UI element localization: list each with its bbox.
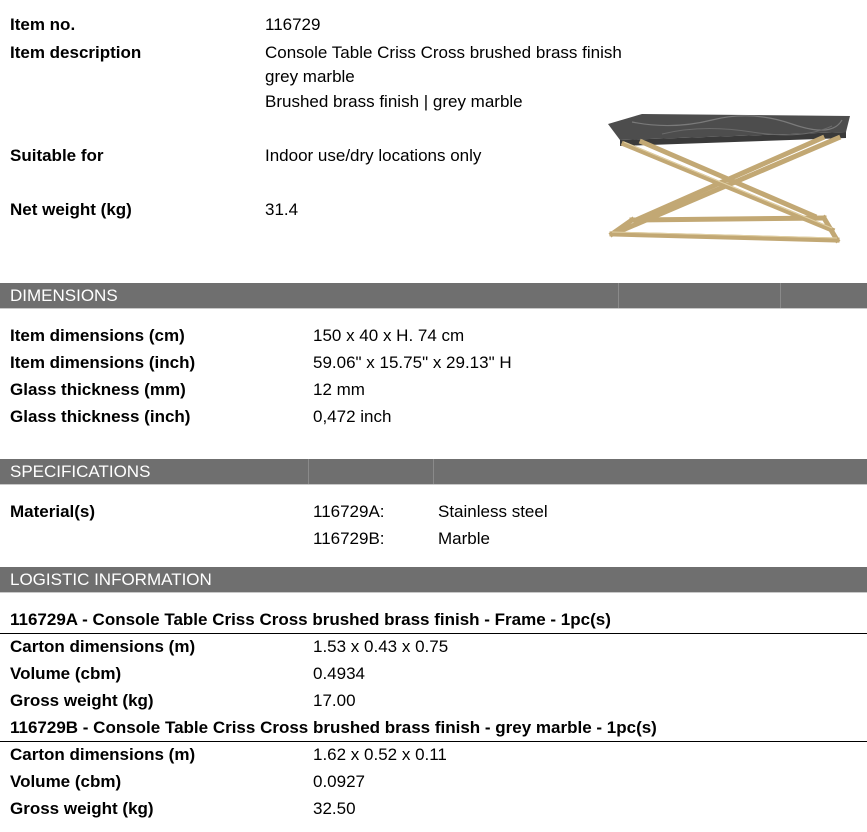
glass-thickness-inch-label: Glass thickness (inch) (10, 407, 191, 426)
item-description-line-1: Console Table Criss Cross brushed brass finish (265, 43, 622, 62)
item-dimensions-inch-value: 59.06" x 15.75" x 29.13" H (313, 353, 512, 372)
item-dimensions-inch-label: Item dimensions (inch) (10, 353, 196, 372)
brass-frame (612, 138, 838, 240)
item-no-label: Item no. (10, 15, 76, 34)
console-table-image (602, 112, 852, 257)
suitable-for-value: Indoor use/dry locations only (265, 146, 482, 165)
glass-thickness-mm-value: 12 mm (313, 380, 365, 399)
package-a-volume-label: Volume (cbm) (10, 664, 122, 683)
header-divider (780, 283, 781, 308)
item-description-line-2: grey marble (265, 67, 355, 86)
divider (0, 484, 867, 485)
material-a: Stainless steel (438, 502, 548, 521)
package-a-heading: 116729A - Console Table Criss Cross brushed brass finish - Frame - 1pc(s) (10, 610, 611, 629)
package-b-volume-label: Volume (cbm) (10, 772, 122, 791)
item-dimensions-cm-label: Item dimensions (cm) (10, 326, 185, 345)
package-a-carton-label: Carton dimensions (m) (10, 637, 196, 656)
package-a-gross-weight-value: 17.00 (313, 691, 356, 710)
specifications-title: SPECIFICATIONS (10, 462, 151, 481)
header-divider (308, 459, 309, 484)
package-b-volume-value: 0.0927 (313, 772, 365, 791)
header-divider (433, 459, 434, 484)
package-a-gross-weight-label: Gross weight (kg) (10, 691, 154, 710)
divider (0, 308, 867, 309)
material-b: Marble (438, 529, 490, 548)
material-code-b: 116729B: (313, 529, 385, 548)
net-weight-label: Net weight (kg) (10, 200, 132, 219)
glass-thickness-inch-value: 0,472 inch (313, 407, 392, 426)
dimensions-title: DIMENSIONS (10, 286, 118, 305)
brass-highlight (612, 142, 837, 238)
net-weight-value: 31.4 (265, 200, 299, 219)
package-a-carton-value: 1.53 x 0.43 x 0.75 (313, 637, 449, 656)
glass-thickness-mm-label: Glass thickness (mm) (10, 380, 186, 399)
material-code-a: 116729A: (313, 502, 385, 521)
package-a-volume-value: 0.4934 (313, 664, 365, 683)
item-no-value: 116729 (265, 15, 321, 34)
specifications-header (0, 459, 867, 484)
package-b-carton-value: 1.62 x 0.52 x 0.11 (313, 745, 447, 764)
package-b-heading: 116729B - Console Table Criss Cross brushed brass finish - grey marble - 1pc(s) (10, 718, 657, 737)
package-b-rule (0, 741, 867, 742)
item-description-label: Item description (10, 43, 142, 62)
item-description-line-3: Brushed brass finish | grey marble (265, 92, 523, 111)
materials-label: Material(s) (10, 502, 96, 521)
package-a-rule (0, 633, 867, 634)
header-divider (618, 283, 619, 308)
package-b-carton-label: Carton dimensions (m) (10, 745, 196, 764)
logistic-information-title: LOGISTIC INFORMATION (10, 570, 212, 589)
divider (0, 592, 867, 593)
logistic-information-header (0, 567, 867, 592)
package-b-gross-weight-value: 32.50 (313, 799, 356, 818)
item-dimensions-cm-value: 150 x 40 x H. 74 cm (313, 326, 465, 345)
dimensions-header (0, 283, 867, 308)
package-b-gross-weight-label: Gross weight (kg) (10, 799, 154, 818)
suitable-for-label: Suitable for (10, 146, 104, 165)
